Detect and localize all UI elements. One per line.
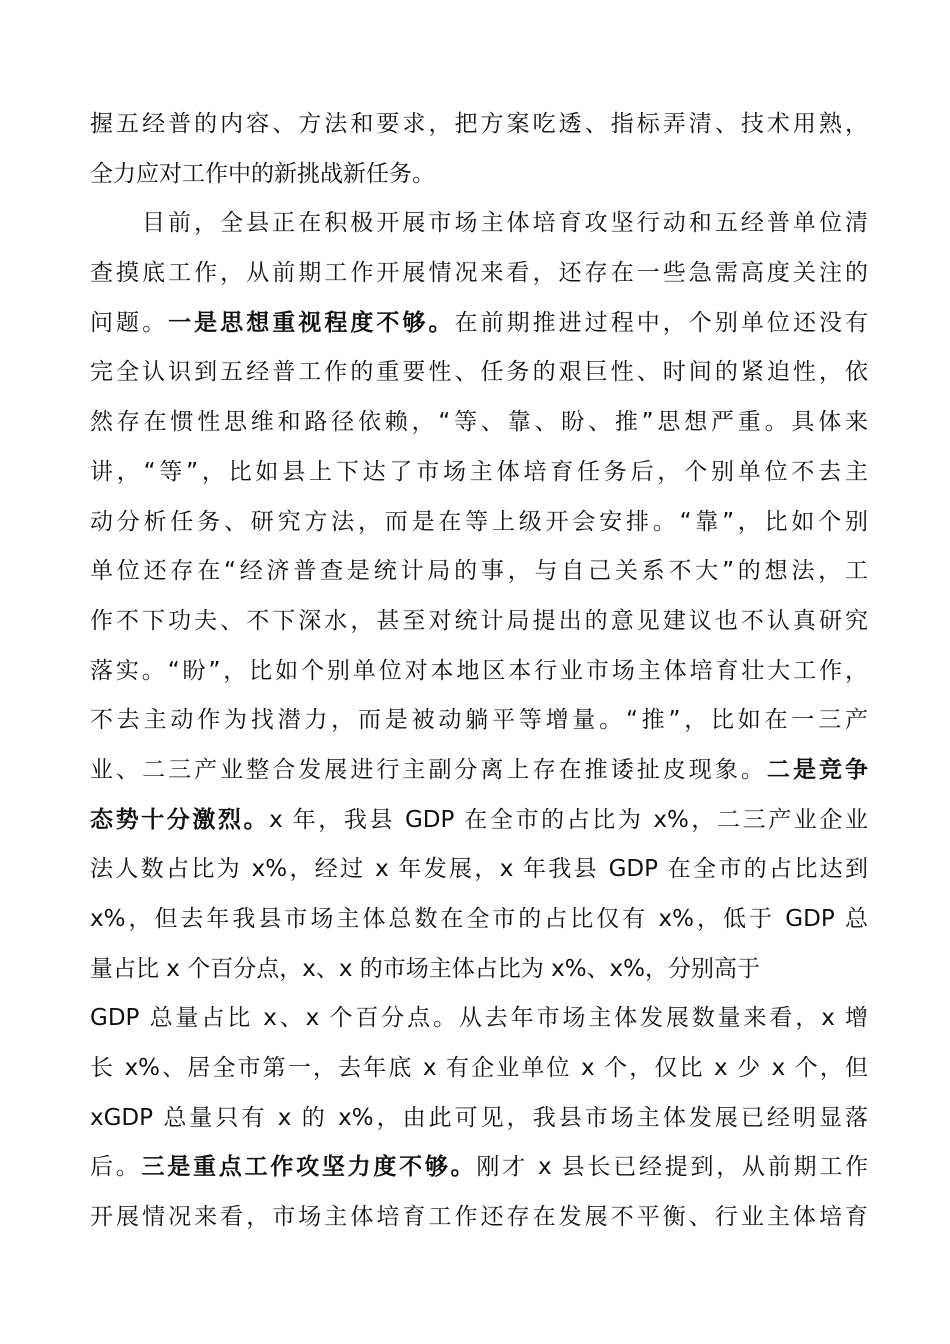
text-line: 态势十分激烈。x 年，我县 GDP 在全市的占比为 x%，二三产业企业 [90, 806, 868, 833]
text-line: 业、二三产业整合发展进行主副分离上存在推诿扯皮现象。二是竞争 [90, 756, 869, 783]
text-line: 完全认识到五经普工作的重要性、任务的艰巨性、时间的紧迫性，依 [90, 359, 868, 386]
text-line: 查摸底工作，从前期工作开展情况来看，还存在一些急需高度关注的 [90, 260, 868, 287]
bold-heading: 三是重点工作攻坚力度不够。 [141, 1154, 477, 1181]
text-line: 落实。“盼”，比如个别单位对本地区本行业市场主体培育壮大工作， [90, 657, 868, 684]
text-line: x%，但去年我县市场主体总数在全市的占比仅有 x%，低于 GDP 总 [90, 906, 868, 932]
text-line: 量占比 x 个百分点，x、x 的市场主体占比为 x%、x%，分别高于 [90, 955, 761, 982]
text-line: 然存在惯性思维和路径依赖，“等、靠、盼、推”思想严重。具体来 [90, 409, 868, 436]
text-line: 动分析任务、研究方法，而是在等上级开会安排。“靠”，比如个别 [90, 508, 868, 535]
text-line: 法人数占比为 x%，经过 x 年发展，x 年我县 GDP 在全市的占比达到 [90, 856, 868, 883]
bold-heading: 态势十分激烈。 [90, 806, 270, 833]
text-line: 握五经普的内容、方法和要求，把方案吃透、指标弄清、技术用熟， [90, 111, 868, 137]
bold-heading: 一是思想重视程度不够。 [168, 309, 455, 336]
text-line: 全力应对工作中的新挑战新任务。 [90, 160, 435, 187]
text-line: GDP 总量占比 x、x 个百分点。从去年市场主体发展数量来看，x 增 [90, 1005, 868, 1032]
text-line: 单位还存在“经济普查是统计局的事，与自己关系不大”的想法，工 [90, 558, 868, 585]
paragraph-first-line: 目前，全县正在积极开展市场主体培育攻坚行动和五经普单位清 [142, 210, 868, 237]
body-text [90, 100, 868, 1243]
text-line: 不去主动作为找潜力，而是被动躺平等增量。“推”，比如在一三产 [90, 707, 868, 734]
text-line: 问题。一是思想重视程度不够。在前期推进过程中，个别单位还没有 [90, 309, 869, 336]
bold-heading: 二是竞争 [766, 756, 869, 783]
text-line: 长 x%、居全市第一，去年底 x 有企业单位 x 个，仅比 x 少 x 个，但 [90, 1055, 868, 1082]
text-line: 开展情况来看，市场主体培育工作还存在发展不平衡、行业主体培育 [90, 1204, 868, 1231]
text-line: xGDP 总量只有 x 的 x%，由此可见，我县市场主体发展已经明显落 [90, 1104, 868, 1131]
text-line: 讲，“等”，比如县上下达了市场主体培育任务后，个别单位不去主 [90, 458, 868, 485]
text-line: 后。三是重点工作攻坚力度不够。刚才 x 县长已经提到，从前期工作 [90, 1154, 869, 1181]
text-line: 作不下功夫、不下深水，甚至对统计局提出的意见建议也不认真研究 [90, 607, 868, 634]
